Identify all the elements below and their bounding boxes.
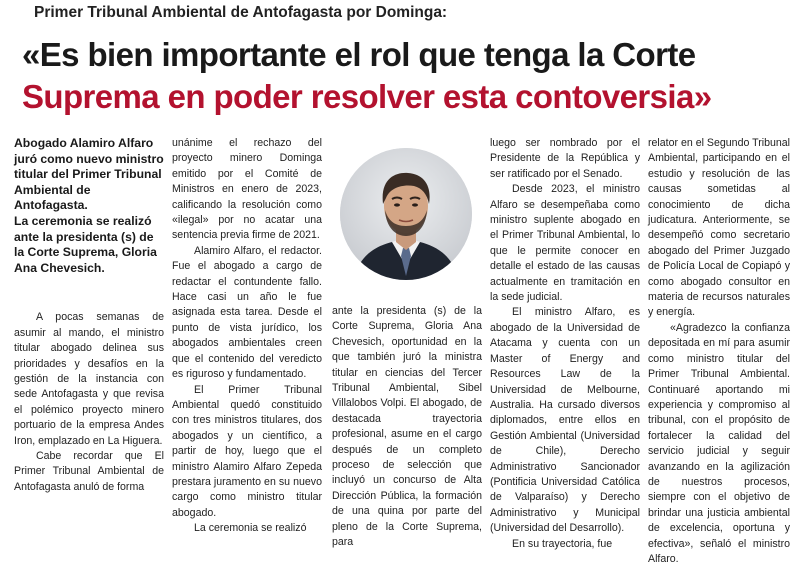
body-paragraph: Alamiro Alfaro, el redactor. Fue el abogado a cargo de redactar el contundente fallo. Hace casi un año le fue asignada esta tarea. Desde el punto de vista jurídico, los abogados ambientales creen que el contenido del veredicto es riguroso y fundamentado. xyxy=(172,244,322,381)
portrait-illustration xyxy=(340,148,472,280)
body-paragraph: A pocas semanas de asumir al mando, el ministro titular abogado delinea sus prioridades y desafíos en la gestión de la instancia con sede Antofagasta y que revisa el polémico proyecto minero portuario de la empresa Andes Iron, emplazado en La Higuera. xyxy=(14,311,164,447)
column-2 xyxy=(172,136,322,537)
body-paragraph: Cabe recordar que El Primer Tribunal Ambiental de Antofagasta anuló de forma xyxy=(14,450,164,493)
kicker: Primer Tribunal Ambiental de Antofagasta por Dominga: xyxy=(34,4,448,21)
body-paragraph: unánime el rechazo del proyecto minero Dominga emitido por el Comité de Ministros en enero de 2023, calificando la resolución como «ilegal» por no acatar una sentencia previa firme de 2021. xyxy=(172,137,322,242)
body-paragraph: En su trayectoria, fue xyxy=(512,537,613,550)
headline-line-1: «Es bien importante el rol que tenga la Corte xyxy=(22,36,696,73)
body-paragraph: ante la presidenta (s) de la Corte Suprema, Gloria Ana Chevesich, oportunidad en la que también juró la ministra titular en ciencias del Tercer Tribunal Ambiental, Sibel Villalobos Volpi. El abogado, de destacada trayectoria profesional, asume en el cargo después de un completo proceso de selección que incluyó un concurso de Alta Dirección Pública, la formación de una quina por parte del pleno de la Corte Suprema, para xyxy=(332,305,482,549)
portrait-photo xyxy=(340,148,472,280)
body-paragraph: «Agradezco la confianza depositada en mí para asumir como ministro titular del Primer Tribunal Ambiental. Continuaré aportando mi experiencia y compromiso al tribunal, con el propósito de fortalecer la calidad del servicio judicial y seguir avanzando en la agilización de nuestros procesos, siempre con el objetivo de brindar una justicia ambiental de excelencia, oportuna y efectiva», señaló el ministro Alfaro. xyxy=(648,321,790,565)
body-paragraph: relator en el Segundo Tribunal Ambiental, participando en el estudio y resolución de las causas sometidas al conocimiento de dicha judicatura. Anteriormente, se desempeñó como secretario abogado del Primer Juzgado de Policía Local de Copiapó y como abogado consultor en materia de recursos naturales y energía. xyxy=(648,137,790,319)
column-5 xyxy=(648,136,790,567)
body-paragraph: La ceremonia se realizó xyxy=(194,522,307,535)
body-paragraph: El Primer Tribunal Ambiental quedó constituido con tres ministros titulares, dos abogados y un científico, a partir de hoy, luego que el ministro Alamiro Alfaro Zepeda prestara juramento en su nuevo cargo como ministro titular abogado. xyxy=(172,383,322,519)
headline-line-2: Suprema en poder resolver esta contoversia» xyxy=(22,78,712,115)
headline xyxy=(22,34,792,118)
lead-paragraph-1: Abogado Alamiro Alfaro juró como nuevo ministro titular del Primer Tribunal Ambiental de Antofagasta. xyxy=(14,136,164,213)
body-paragraph: El ministro Alfaro, es abogado de la Universidad de Atacama y cuenta con un Master of Energy and Resources Law de la Universidad de Melbourne, Australia. Ha cursado diversos diplomados, entre ellos en Gestión Ambiental (Universidad de Chile), Derecho Administrativo Sancionador (Pontificia Universidad Católica de Valparaíso) y Derecho Administrativo y Municipal (Universidad del Desarrollo). xyxy=(490,306,640,535)
column-4 xyxy=(490,136,640,552)
lead-spacer xyxy=(14,276,164,310)
lead-paragraph-2: La ceremonia se realizó ante la presidenta (s) de la Corte Suprema, Gloria Ana Chevesich. xyxy=(14,213,157,275)
body-paragraph: luego ser nombrado por el Presidente de la República y ser ratificado por el Senado. xyxy=(490,137,640,180)
column-1 xyxy=(14,136,164,495)
column-3-body xyxy=(332,304,482,551)
body-paragraph: Desde 2023, el ministro Alfaro se desempeñaba como ministro suplente abogado en el Primer Tribunal Ambiental, lo que le permite conocer en detalle el estado de las causas actualmente en tramitación en la sede judicial. xyxy=(490,183,640,304)
